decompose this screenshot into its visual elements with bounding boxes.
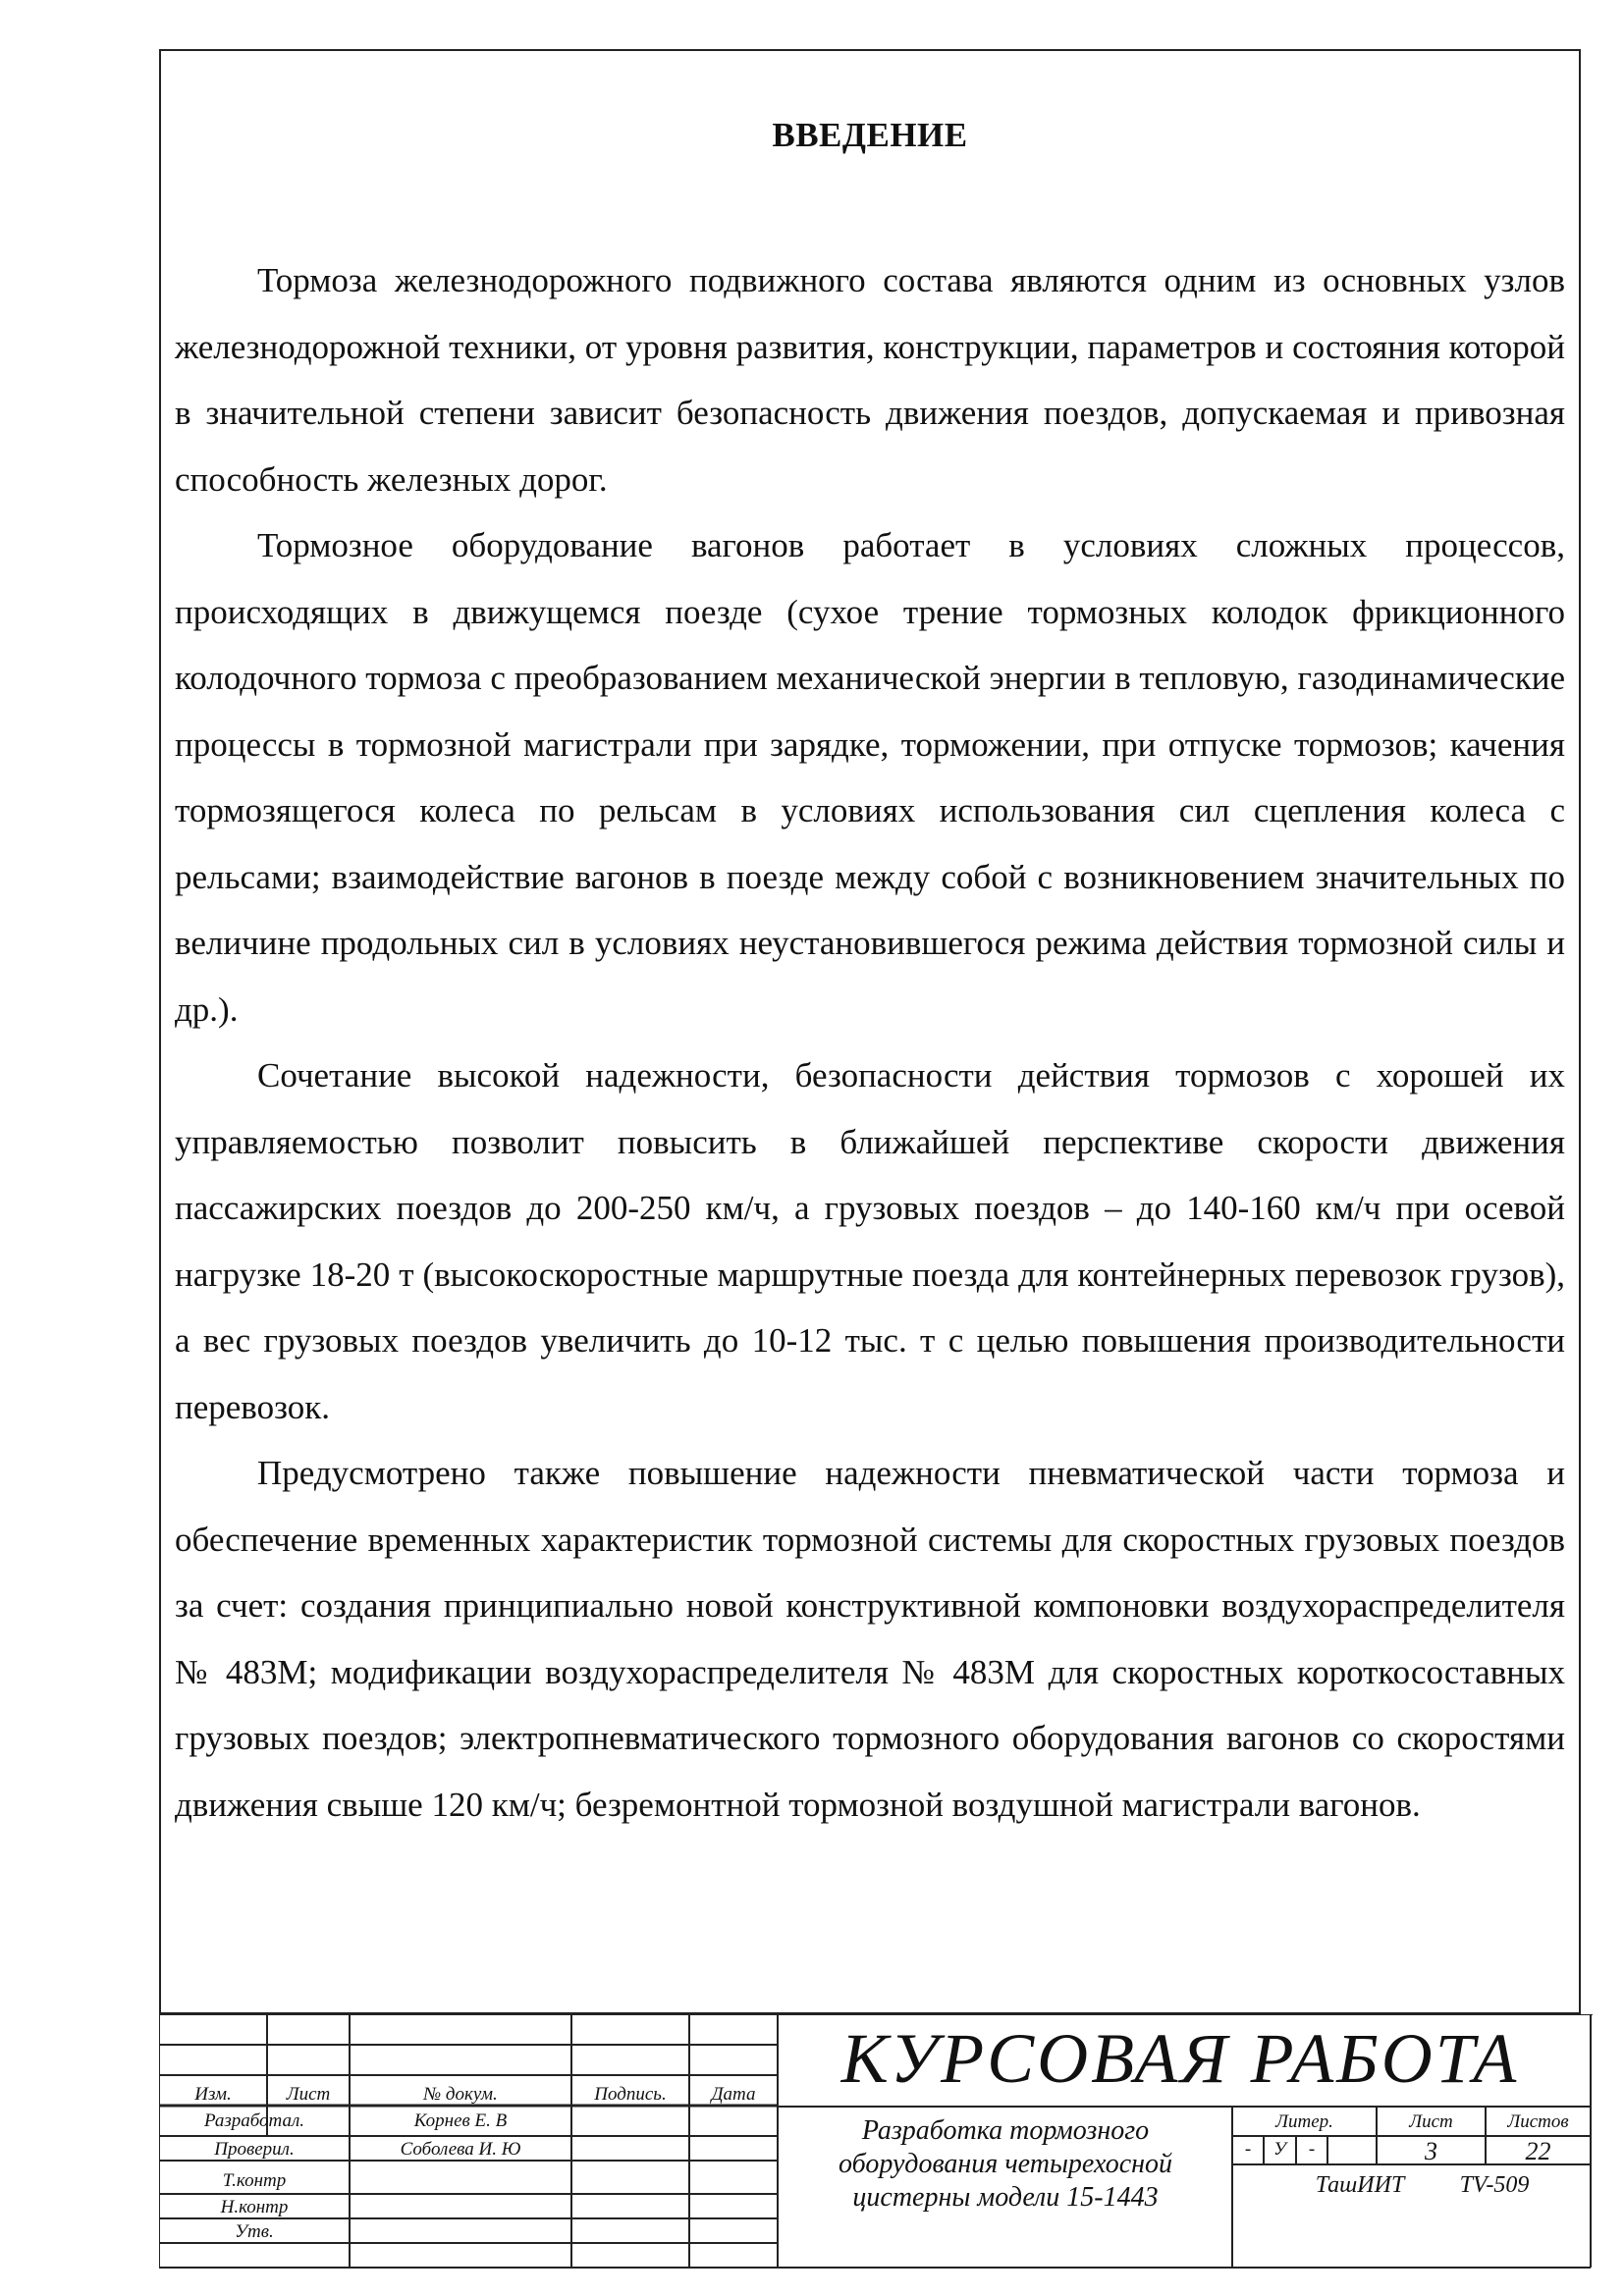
role-n-control: Н.контр xyxy=(220,2197,289,2217)
liter-value-2: У xyxy=(1273,2139,1286,2160)
liter-label: Литер. xyxy=(1275,2111,1333,2132)
title-block xyxy=(159,2014,1593,2269)
role-approved: Утв. xyxy=(235,2221,274,2242)
organization: ТашИИТ xyxy=(1315,2172,1405,2198)
header-list: Лист xyxy=(286,2084,331,2105)
liter-value-1: - xyxy=(1244,2139,1252,2160)
body-text xyxy=(175,247,1565,1838)
paragraph-4: Предусмотрено также повышение надежности пневматической части тормоза и обеспечение временных характеристик тормозной системы для скоростных грузовых поездов за счет: создания принципиально новой конструктивной компоновки воздухораспределителя № 483М; модификации воздухораспределителя № 483М для скоростных короткосоставных грузовых поездов; электропневматического тормозного оборудования вагонов со скоростями движения свыше 120 км/ч; безремонтной тормозной воздушной магистрали вагонов. xyxy=(175,1454,1565,1824)
paragraph-1: Тормоза железнодорожного подвижного состава являются одним из основных узлов железнодорожной техники, от уровня развития, конструкции, параметров и состояния которой в значительной степени зависит безопасность движения поездов, допускаемая и привозная способность железных дорог. xyxy=(175,261,1565,499)
liter-value-3: - xyxy=(1308,2139,1316,2160)
header-doc-no: № докум. xyxy=(423,2084,498,2105)
sheets-label: Листов xyxy=(1507,2111,1569,2132)
header-signature: Подпись. xyxy=(594,2084,667,2105)
sheet-label: Лист xyxy=(1409,2111,1453,2132)
document-title: Разработка тормозного оборудования четырехосной цистерны модели 15-1443 xyxy=(838,2115,1173,2213)
group-code: TV-509 xyxy=(1459,2172,1530,2198)
header-date: Дата xyxy=(711,2084,756,2105)
paragraph-2: Тормозное оборудование вагонов работает в условиях сложных процессов, происходящих в движущемся поезде (сухое трение тормозных колодок фрикционного колодочного тормоза с преобразованием механической энергии в тепловую, газодинамические процессы в тормозной магистрали при зарядке, торможении, при отпуске тормозов; качения тормозящегося колеса по рельсам в условиях использования сил сцепления колеса с рельсами; взаимодействие вагонов в поезде между собой с возникновением значительных по величине продольных сил в условиях неустановившегося режима действия тормозной силы и др.). xyxy=(175,526,1565,1029)
role-t-control: Т.контр xyxy=(222,2170,287,2191)
role-checked: Проверил. xyxy=(214,2139,295,2160)
work-title: КУРСОВАЯ РАБОТА xyxy=(840,2019,1520,2098)
name-developed: Корнев Е. В xyxy=(413,2110,508,2131)
paragraph-3: Сочетание высокой надежности, безопасности действия тормозов с хорошей их управляемостью позволит повысить в ближайшей перспективе скорости движения пассажирских поездов до 200-250 км/ч, а грузовых поездов – до 140-160 км/ч при осевой нагрузке 18-20 т (высокоскоростные маршрутные поезда для контейнерных перевозок грузов), а вес грузовых поездов увеличить до 10-12 тыс. т с целью повышения производительности перевозок. xyxy=(175,1056,1565,1426)
role-developed: Разработал. xyxy=(203,2110,305,2131)
sheet-number: 3 xyxy=(1425,2137,1437,2165)
header-izm: Изм. xyxy=(194,2084,232,2105)
section-heading: ВВЕДЕНИЕ xyxy=(772,116,968,154)
sheets-count: 22 xyxy=(1525,2137,1551,2165)
name-checked: Соболева И. Ю xyxy=(400,2139,521,2160)
